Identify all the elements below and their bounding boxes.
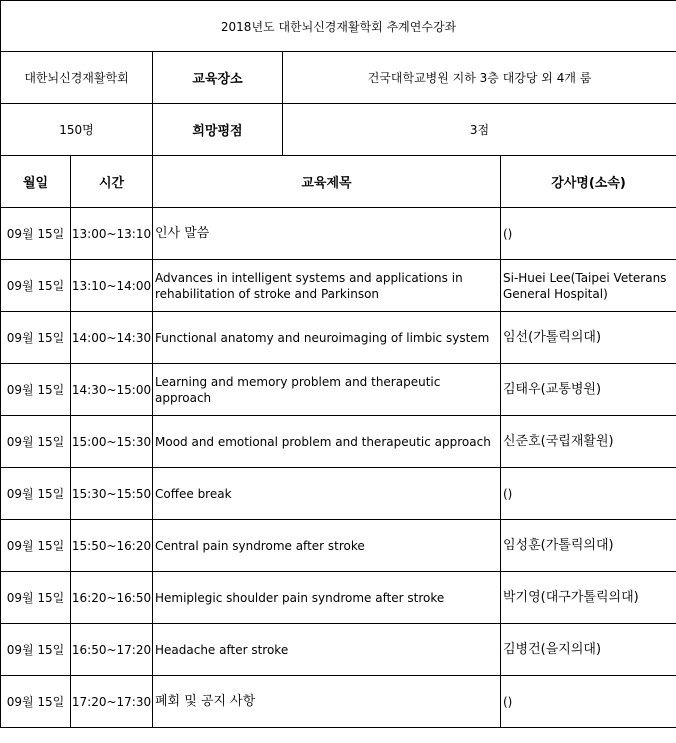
session-subject: 폐회 및 공지 사항 <box>153 676 501 728</box>
session-time: 13:00~13:10 <box>71 208 153 260</box>
session-lecturer: 임선(가톨릭의대) <box>501 312 676 364</box>
session-date: 09월 15일 <box>1 520 71 572</box>
session-lecturer: () <box>501 208 676 260</box>
session-date: 09월 15일 <box>1 364 71 416</box>
session-subject: Headache after stroke <box>153 624 501 676</box>
table-row <box>1 208 676 260</box>
header-date: 월일 <box>1 156 71 208</box>
session-date: 09월 15일 <box>1 468 71 520</box>
session-subject: Advances in intelligent systems and applications in rehabilitation of stroke and Parkinson <box>153 260 501 312</box>
organizer-cell: 대한뇌신경재활학회 <box>1 52 153 104</box>
capacity-cell: 150명 <box>1 104 153 156</box>
session-subject: 인사 말씀 <box>153 208 501 260</box>
session-lecturer: 박기영(대구가톨릭의대) <box>501 572 676 624</box>
session-date: 09월 15일 <box>1 624 71 676</box>
session-subject: Coffee break <box>153 468 501 520</box>
table-row <box>1 624 676 676</box>
credit-label: 희망평점 <box>153 104 283 156</box>
table-row <box>1 676 676 728</box>
session-subject: Learning and memory problem and therapeutic approach <box>153 364 501 416</box>
header-lecturer: 강사명(소속) <box>501 156 676 208</box>
session-time: 15:00~15:30 <box>71 416 153 468</box>
session-time: 16:20~16:50 <box>71 572 153 624</box>
session-list <box>1 208 676 728</box>
session-date: 09월 15일 <box>1 572 71 624</box>
credit-value: 3점 <box>283 104 676 156</box>
session-subject: Hemiplegic shoulder pain syndrome after stroke <box>153 572 501 624</box>
session-time: 17:20~17:30 <box>71 676 153 728</box>
session-lecturer: 임성훈(가톨릭의대) <box>501 520 676 572</box>
session-lecturer: () <box>501 676 676 728</box>
header-subject: 교육제목 <box>153 156 501 208</box>
program-title: 2018년도 대한뇌신경재활학회 추계연수강좌 <box>1 1 676 52</box>
table-row <box>1 364 676 416</box>
table-row <box>1 260 676 312</box>
session-date: 09월 15일 <box>1 416 71 468</box>
session-date: 09월 15일 <box>1 312 71 364</box>
table-row <box>1 468 676 520</box>
session-date: 09월 15일 <box>1 208 71 260</box>
session-subject: Mood and emotional problem and therapeutic approach <box>153 416 501 468</box>
session-subject: Central pain syndrome after stroke <box>153 520 501 572</box>
table-row <box>1 572 676 624</box>
session-time: 15:30~15:50 <box>71 468 153 520</box>
session-time: 13:10~14:00 <box>71 260 153 312</box>
session-lecturer: 김태우(교통병원) <box>501 364 676 416</box>
venue-value: 건국대학교병원 지하 3층 대강당 외 4개 룸 <box>283 52 676 104</box>
column-header-row <box>1 156 676 208</box>
session-time: 16:50~17:20 <box>71 624 153 676</box>
venue-label: 교육장소 <box>153 52 283 104</box>
session-time: 15:50~16:20 <box>71 520 153 572</box>
session-time: 14:30~15:00 <box>71 364 153 416</box>
session-lecturer: Si-Huei Lee(Taipei Veterans General Hospital) <box>501 260 676 312</box>
session-lecturer: () <box>501 468 676 520</box>
table-row <box>1 312 676 364</box>
table-row <box>1 520 676 572</box>
header-time: 시간 <box>71 156 153 208</box>
session-date: 09월 15일 <box>1 260 71 312</box>
session-date: 09월 15일 <box>1 676 71 728</box>
session-subject: Functional anatomy and neuroimaging of limbic system <box>153 312 501 364</box>
session-lecturer: 신준호(국립재활원) <box>501 416 676 468</box>
table-row <box>1 416 676 468</box>
session-lecturer: 김병건(을지의대) <box>501 624 676 676</box>
session-time: 14:00~14:30 <box>71 312 153 364</box>
